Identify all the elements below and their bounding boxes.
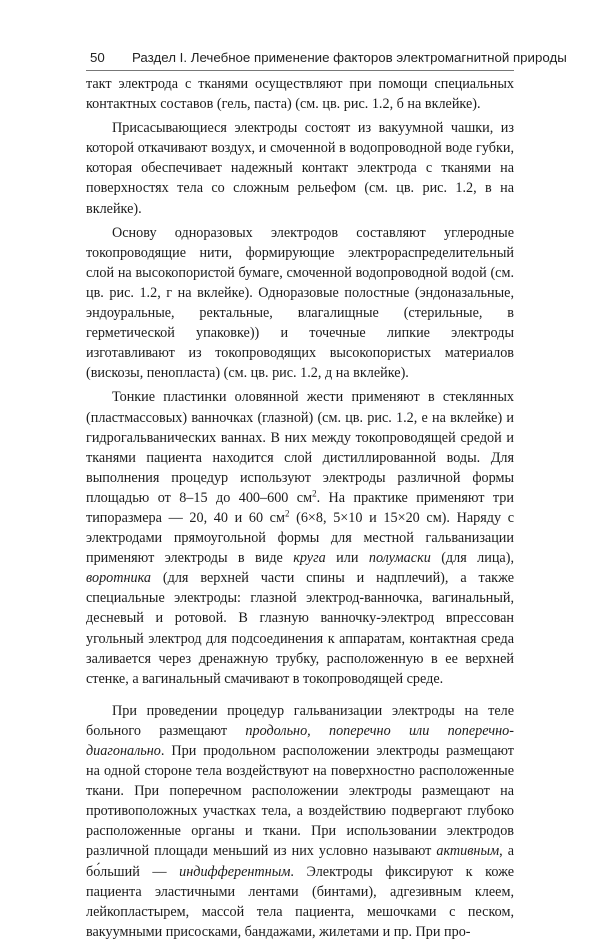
paragraph-text: такт электрода с тканями осуществляют при помощи специальных контактных составов (гель, паста) (см. цв. рис. 1.2, б на вклейке). (86, 76, 514, 113)
paragraph-disposable-electrodes (86, 223, 514, 384)
superscript: 2 (312, 488, 317, 499)
paragraph-text: Тонкие пластинки оловянной жести применяют в стеклянных (пластмассовых) ванночках (глазной) (см. цв. рис. 1.2, е на вклейке) и гидрогальванических ваннах. В них между токопроводящей средой и тканями пациента находится слой дистиллированной воды. Для выполнения процедур используют электроды различной формы площадью от 8–15 до 400–600 см (86, 389, 514, 506)
paragraph-text: Основу одноразовых электродов составляют углеродные токопроводящие нити, формирующие электрораспределительный слой на высокопористой бумаге, смоченной водопроводной водой (см. цв. рис. 1.2, г на вклейке). Одноразовые полостные (эндоназальные, эндоуральные, ректальные, влагалищные (стерильные, в герметической упаковке)) и точечные липкие электроды изготавливают из токопроводящих высокопористых материалов (вискозы, пенопласта) (см. цв. рис. 1.2, д на вклейке). (86, 224, 514, 382)
italic-term: продольно, поперечно или поперечно-диагонально (86, 722, 514, 759)
paragraph-text: . Электроды фиксируют к коже пациента эластичными лентами (бинтами), адгезивным клеем, лейкопластырем, массой тела пациента, мешочками с песком, вакуумными присосками, бандажами, жилетами и пр. При про- (86, 863, 514, 940)
running-head: Раздел I. Лечебное применение факторов электромагнитной природы (132, 50, 567, 65)
paragraph-text: (6×8, 5×10 и 15×20 см). Наряду с электродами прямоугольной формы для местной гальванизации применяют электроды в виде (86, 509, 514, 567)
italic-term: круга (293, 550, 326, 567)
italic-term: индифферентным (179, 863, 291, 880)
superscript: 2 (284, 508, 290, 519)
italic-term: воротника (86, 570, 152, 587)
paragraph-electrode-placement (86, 701, 514, 942)
paragraph-text: . На практике применяют три типоразмера — 20, 40 и 60 см (86, 489, 514, 526)
paragraph-text: (для верхней части спины и надплечий), а также специальные электроды: глазной электрод-ванночка, вагинальный, десневый и ротовой. В глазную ванночку-электрод впрессован угольный электрод для подсоединения к аппаратам, контактная среда заливается через дренажную трубку, расположенную в ее верхней стенке, а вагинальный смачивают в токопроводящей среде. (86, 570, 514, 687)
page-header (86, 48, 567, 71)
paragraph-contact-compounds (86, 74, 514, 114)
paragraph-text: При проведении процедур гальванизации электроды на теле больного размещают (86, 702, 514, 739)
italic-term: активным (436, 843, 500, 860)
paragraph-text: Присасывающиеся электроды состоят из вакуумной чашки, из которой откачивают воздух, и смоченной в водопроводной воде губки, которая обеспечивает надежный контакт электрода с тканями на поверхностях тела со сложным рельефом (см. цв. рис. 1.2, в на вклейке). (86, 120, 514, 217)
paragraph-text: (для лица), (430, 550, 515, 567)
paragraph-tin-plates (86, 387, 514, 688)
italic-term: полумаски (368, 550, 431, 567)
paragraph-suction-electrodes (86, 118, 514, 218)
paragraph-text: или (325, 550, 369, 567)
body-text (86, 74, 514, 942)
paragraph-text: , а бо́льший — (86, 843, 514, 880)
paragraph-text: . При продольном расположении электроды размещают на одной стороне тела воздействуют на поверхностно расположенные ткани. При поперечном расположении электроды размещают на противоположных участках тела, а воздействию подвергают глубоко расположенные органы и ткани. При использовании электродов различной площади меньший из них условно называют (86, 743, 514, 860)
page-number: 50 (90, 50, 105, 65)
